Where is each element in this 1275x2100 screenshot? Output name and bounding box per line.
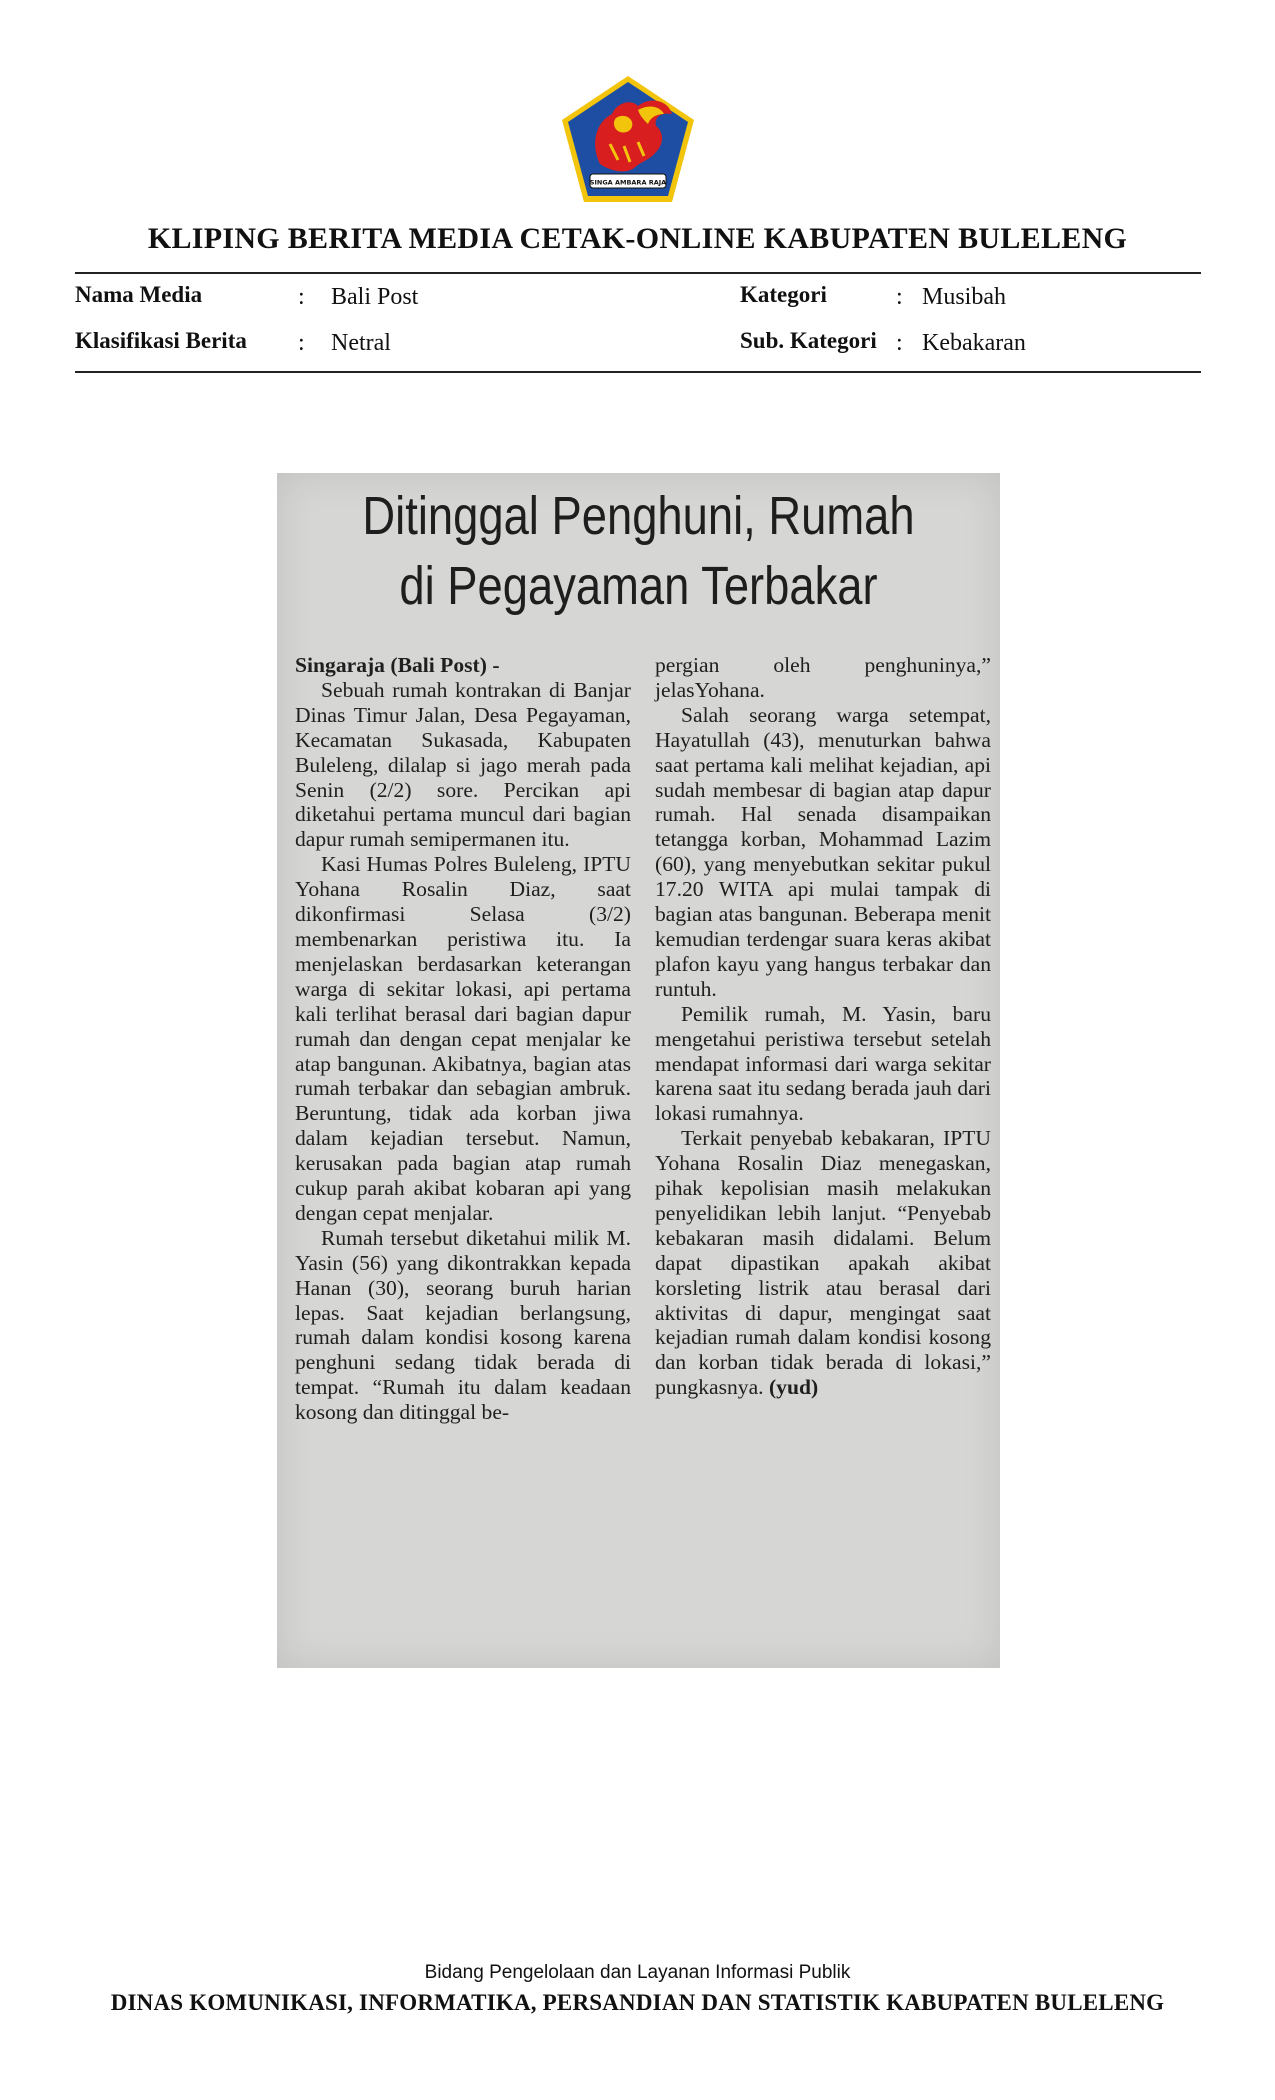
klasifikasi-value: Netral [331, 330, 391, 356]
nama-media-separator: : [298, 284, 305, 310]
article-paragraph-text: Terkait penyebab kebakaran, IPTU Yohana Rosalin Diaz menegaskan, pihak kepolisian masih melakukan penyelidikan lebih lanjut. “Penyebab kebakaran masih didalami. Belum dapat dipastikan apakah akibat korsleting listrik atau berasal dari aktivitas di dapur, mengingat saat kejadian rumah dalam kondisi kosong dan korban tidak berada di lokasi,” pungkasnya. [655, 1126, 991, 1400]
headline-line-2: di Pegayaman Terbakar [399, 556, 878, 616]
subkategori-value: Kebakaran [922, 330, 1026, 356]
newspaper-clipping [277, 473, 1000, 1668]
headline-line-1: Ditinggal Penghuni, Rumah [362, 486, 915, 546]
subkategori-separator: : [896, 330, 903, 356]
article-paragraph: Rumah tersebut diketahui milik M. Yasin (56) yang dikontrakkan kepada Hanan (30), seorang buruh harian lepas. Saat kejadian berlangsung, rumah dalam kondisi kosong karena penghuni sedang tidak berada di tempat. “Rumah itu dalam keadaan kosong dan ditinggal be- [295, 1225, 631, 1425]
article-column-left [295, 653, 631, 1425]
klasifikasi-separator: : [298, 330, 305, 356]
header-rule-top [75, 272, 1201, 274]
article-paragraph: pergian oleh penghuninya,” jelasYohana. [655, 653, 991, 702]
subkategori-label: Sub. Kategori [740, 328, 877, 353]
article-paragraph: Pemilik rumah, M. Yasin, baru mengetahui peristiwa tersebut setelah mendapat informasi dari warga sekitar karena saat itu sedang berada jauh dari lokasi rumahnya. [655, 1001, 991, 1126]
article-byline: (yud) [768, 1375, 819, 1400]
article-dateline: Singaraja (Bali Post) - [295, 653, 500, 677]
logo-motto: SINGA AMBARA RAJA [589, 178, 667, 187]
klasifikasi-label: Klasifikasi Berita [75, 328, 247, 353]
header-rule-bottom [75, 371, 1201, 373]
nama-media-value: Bali Post [331, 284, 419, 310]
buleleng-emblem-logo [560, 74, 696, 204]
article-headline [335, 481, 942, 621]
article-paragraph: Kasi Humas Polres Buleleng, IPTU Yohana Rosalin Diaz, saat dikonfirmasi Selasa (3/2) membenarkan peristiwa itu. Ia menjelaskan berdasarkan keterangan warga di sekitar lokasi, api pertama kali terlihat berasal dari bagian dapur rumah dan dengan cepat menjalar ke atap bangunan. Akibatnya, bagian atas rumah terbakar dan sebagian ambruk. Beruntung, tidak ada korban jiwa dalam kejadian tersebut. Namun, kerusakan pada bagian atap rumah cukup parah akibat kobaran api yang dengan cepat menjalar. [295, 852, 631, 1225]
page-title: KLIPING BERITA MEDIA CETAK-ONLINE KABUPATEN BULELENG [147, 222, 1128, 255]
kategori-label: Kategori [740, 282, 827, 307]
footer-subtitle: Bidang Pengelolaan dan Layanan Informasi Publik [424, 1962, 851, 1983]
article-paragraph [655, 1126, 991, 1400]
kategori-value: Musibah [922, 284, 1006, 310]
kategori-separator: : [896, 284, 903, 310]
article-paragraph: Salah seorang warga setempat, Hayatullah (43), menuturkan bahwa saat pertama kali melihat kejadian, api sudah membesar di bagian atap dapur rumah. Hal senada disampaikan tetangga korban, Mohammad Lazim (60), yang menyebutkan sekitar pukul 17.20 WITA api mulai tampak di bagian atas bangunan. Beberapa menit kemudian terdengar suara keras akibat plafon kayu yang hangus terbakar dan runtuh. [655, 702, 991, 1001]
nama-media-label: Nama Media [75, 282, 203, 307]
article-paragraph: Sebuah rumah kontrakan di Banjar Dinas Timur Jalan, Desa Pegayaman, Kecamatan Sukasada, Kabupaten Buleleng, dilalap si jago merah pada Senin (2/2) sore. Percikan api diketahui pertama muncul dari bagian dapur rumah semipermanen itu. [295, 677, 631, 852]
article-column-right [655, 653, 991, 1400]
footer-agency-name: DINAS KOMUNIKASI, INFORMATIKA, PERSANDIAN DAN STATISTIK KABUPATEN BULELENG [110, 1990, 1165, 2015]
